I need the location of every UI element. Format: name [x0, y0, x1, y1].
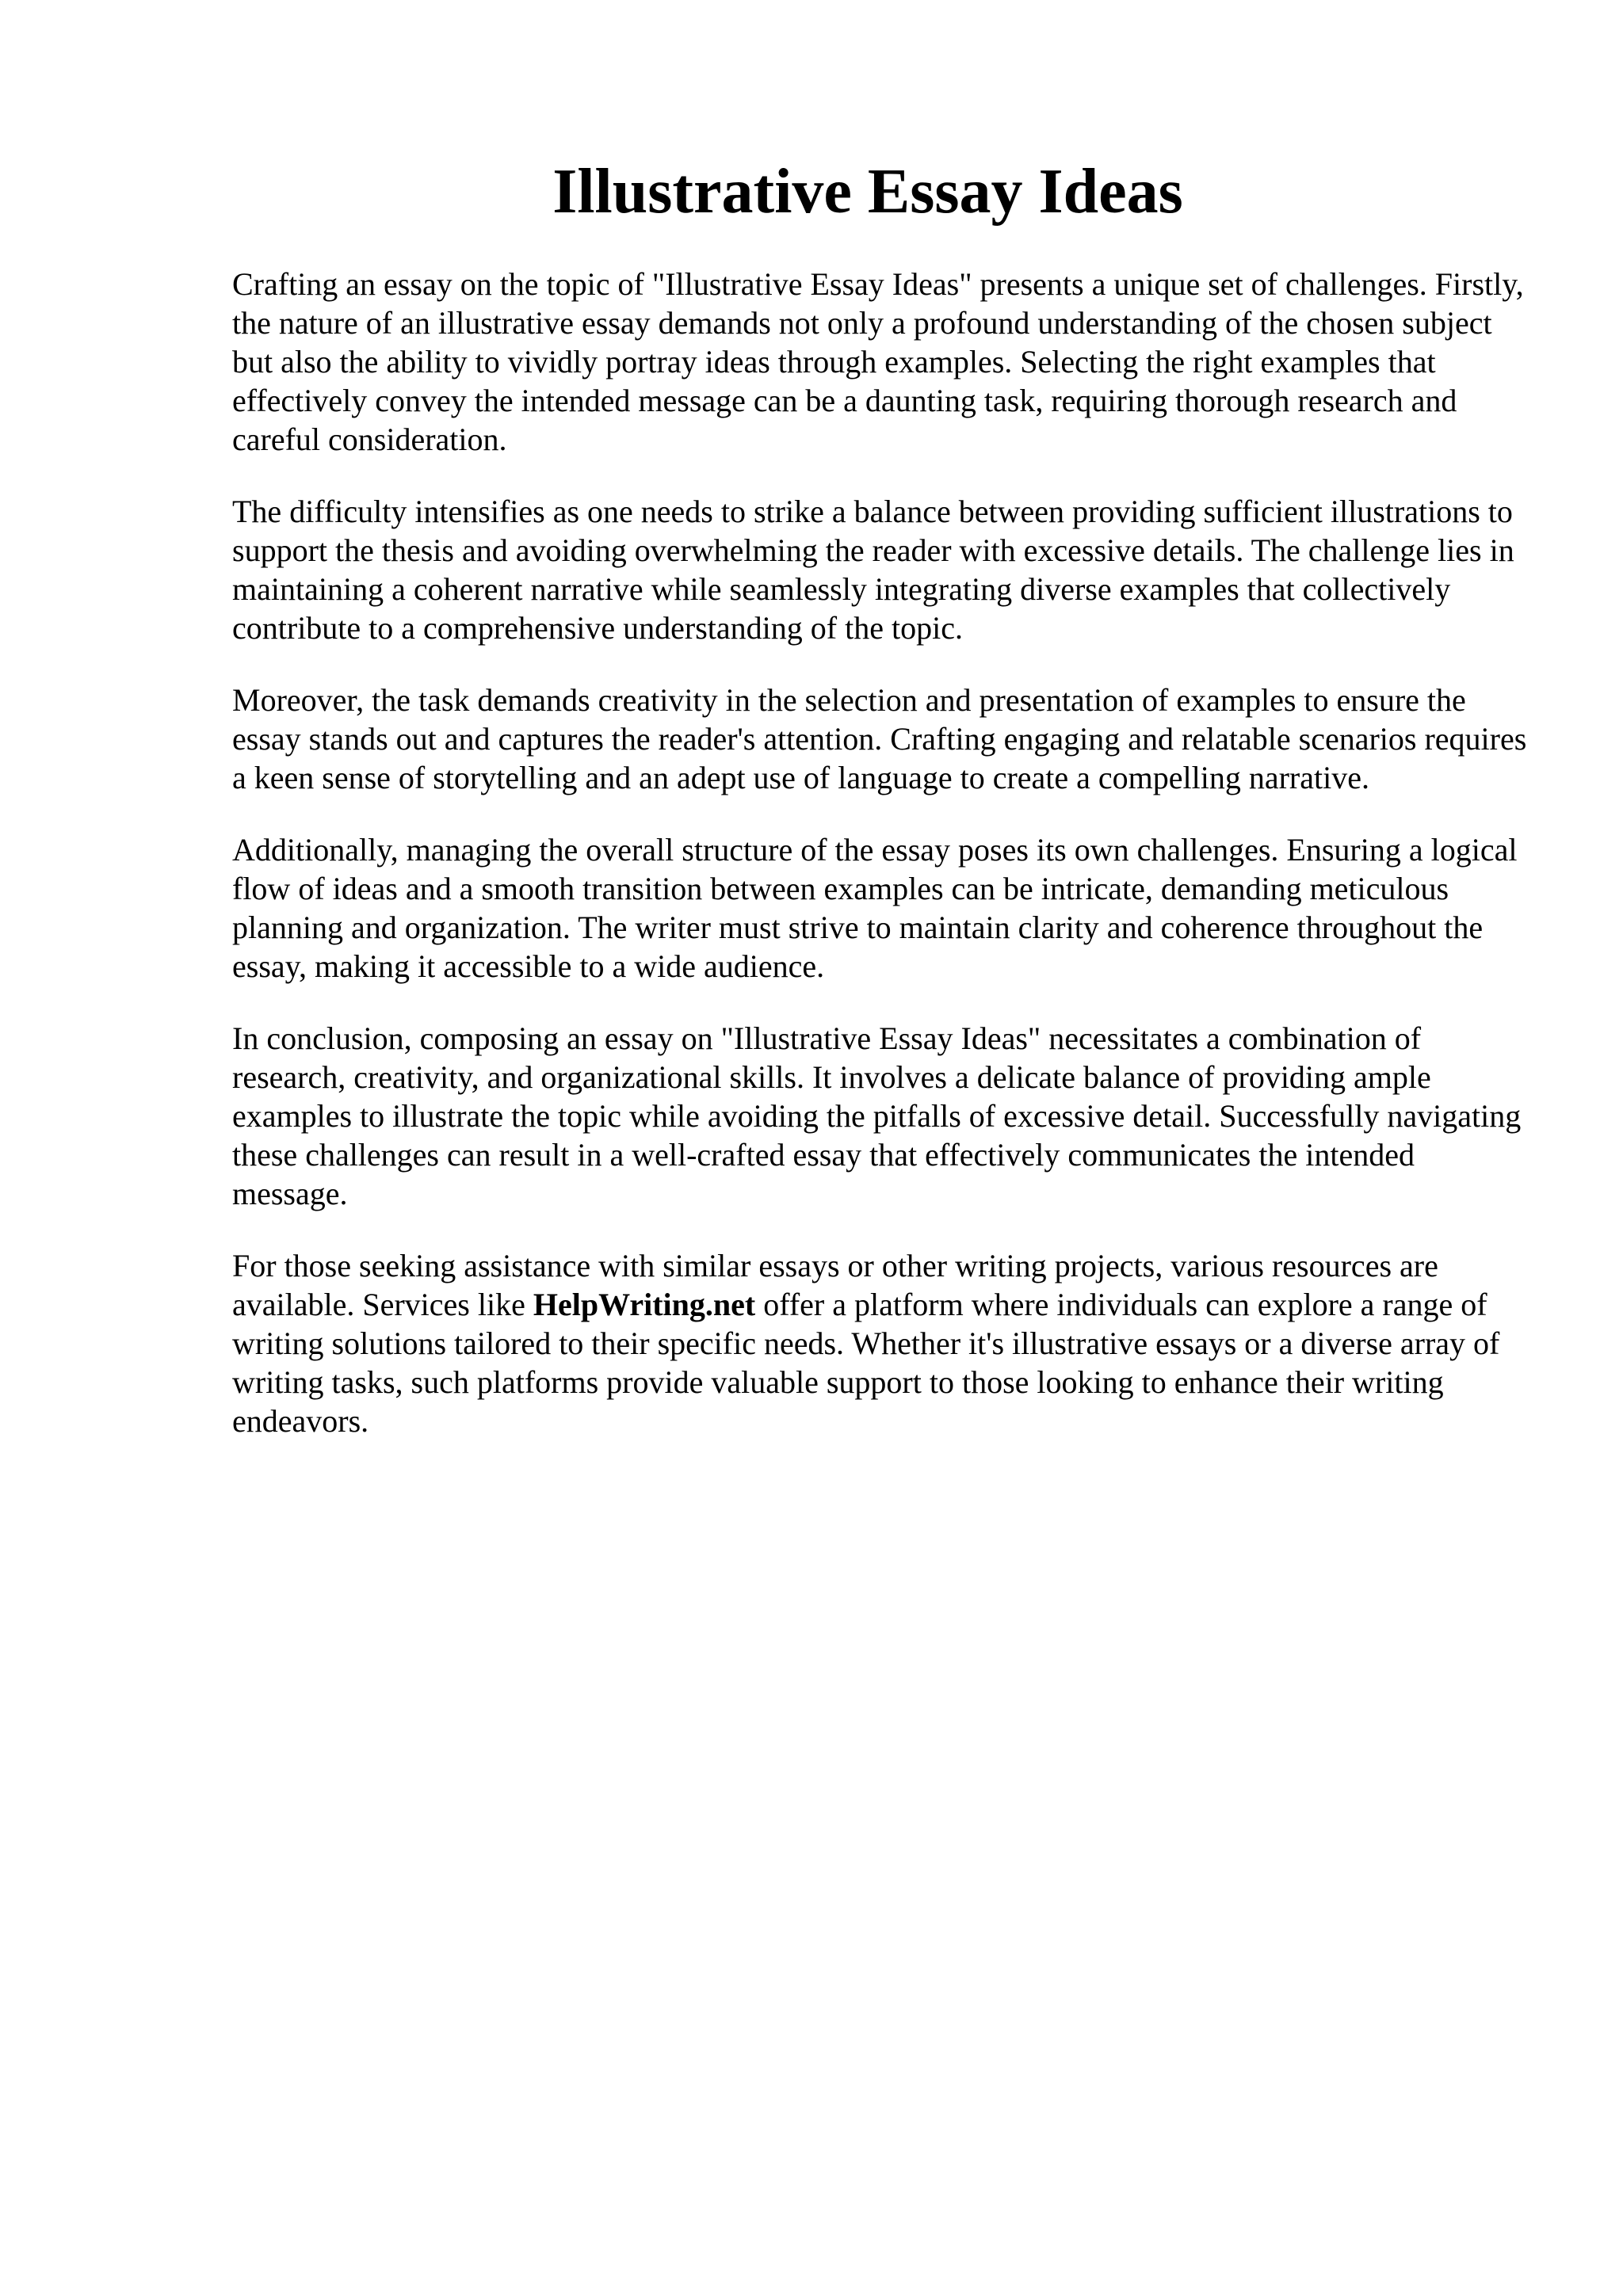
paragraph-6 [232, 1246, 1532, 1440]
paragraph-2: The difficulty intensifies as one needs to strike a balance between providing sufficient illustrations to support the thesis and avoiding overwhelming the reader with excessive details. The challenge lies in maintaining a coherent narrative while seamlessly integrating diverse examples that collectively contribute to a comprehensive understanding of the topic. [232, 494, 1514, 646]
paragraph-5: In conclusion, composing an essay on "Illustrative Essay Ideas" necessitates a combination of research, creativity, and organizational skills. It involves a delicate balance of providing ample examples to illustrate the topic while avoiding the pitfalls of excessive detail. Successfully navigating these challenges can result in a well-crafted essay that effectively communicates the intended message. [232, 1020, 1522, 1211]
paragraph-4: Additionally, managing the overall structure of the essay poses its own challenges. Ensuring a logical flow of ideas and a smooth transition between examples can be intricate, demanding meticulous planning and organization. The writer must strive to maintain clarity and coherence throughout the essay, making it accessible to a wide audience. [232, 832, 1518, 984]
paragraph-1: Crafting an essay on the topic of "Illustrative Essay Ideas" presents a unique set of challenges. Firstly, the nature of an illustrative essay demands not only a profound understanding of the chosen subject but also the ability to vividly portray ideas through examples. Selecting the right examples that effectively convey the intended message can be a daunting task, requiring thorough research and careful consideration. [232, 266, 1524, 457]
service-brand-name: HelpWriting.net [533, 1287, 756, 1322]
page-title: Illustrative Essay Ideas [552, 157, 1183, 227]
paragraph-6-intro: For those seeking assistance with similar essays or other writing projects, various resources are available. Services like [232, 1248, 1438, 1322]
paragraph-6-rest: offer a platform where individuals can explore a range of writing solutions tailored to their specific needs. Whether it's illustrative essays or a diverse array of writing tasks, such platforms provide valuable support to those looking to enhance their writing endeavors. [232, 1287, 1500, 1439]
essay-body [232, 265, 1532, 1474]
paragraph-3: Moreover, the task demands creativity in the selection and presentation of examples to ensure the essay stands out and captures the reader's attention. Crafting engaging and relatable scenarios requires a keen sense of storytelling and an adept use of language to create a compelling narrative. [232, 682, 1527, 795]
